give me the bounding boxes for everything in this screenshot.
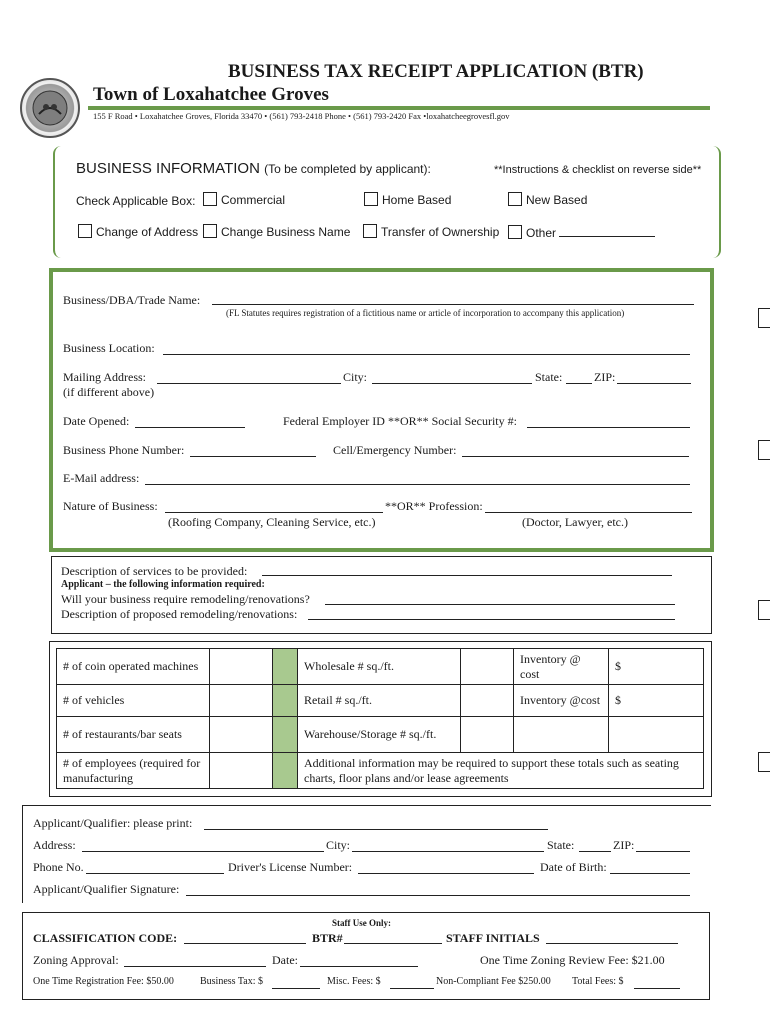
inventory1-value[interactable]: $ bbox=[609, 649, 704, 685]
business-name-input[interactable] bbox=[212, 292, 694, 305]
classification-label: CLASSIFICATION CODE: bbox=[33, 931, 178, 945]
services-label: Description of services to be provided: bbox=[61, 564, 248, 578]
vehicles-input[interactable] bbox=[210, 685, 273, 717]
dob-input[interactable] bbox=[610, 861, 690, 874]
seats-label: # of restaurants/bar seats bbox=[57, 717, 210, 753]
remodel-question: Will your business require remodeling/renovations? bbox=[61, 592, 310, 606]
binding-mark bbox=[758, 600, 770, 620]
remodel-description-label: Description of proposed remodeling/renovations: bbox=[61, 607, 298, 621]
applicant-name-input[interactable] bbox=[204, 817, 548, 830]
checkbox-change-name[interactable]: Change Business Name bbox=[203, 224, 350, 239]
fein-label: Federal Employer ID **OR** Social Security #: bbox=[283, 414, 517, 428]
services-input[interactable] bbox=[262, 563, 672, 576]
town-name: Town of Loxahatchee Groves bbox=[93, 84, 329, 105]
misc-fees-label: Misc. Fees: $ bbox=[327, 976, 381, 987]
checkbox-transfer[interactable]: Transfer of Ownership bbox=[363, 224, 499, 239]
business-tax-input[interactable] bbox=[272, 976, 320, 989]
staff-initials-label: STAFF INITIALS bbox=[446, 931, 540, 945]
wholesale-input[interactable] bbox=[461, 649, 514, 685]
green-divider bbox=[273, 685, 298, 717]
checkbox-other[interactable]: Other bbox=[508, 224, 655, 240]
inventory2-value[interactable]: $ bbox=[609, 685, 704, 717]
applicant-city-input[interactable] bbox=[352, 839, 544, 852]
applicant-phone-label: Phone No. bbox=[33, 860, 84, 874]
other-input[interactable] bbox=[559, 224, 655, 237]
license-label: Driver's License Number: bbox=[228, 860, 353, 874]
mailing-zip-label: ZIP: bbox=[594, 370, 616, 384]
applicant-state-input[interactable] bbox=[579, 839, 611, 852]
zoning-approval-input[interactable] bbox=[124, 954, 266, 967]
additional-info-note: Additional information may be required to support these totals such as seating charts, floor plans and/or lease agreements bbox=[298, 753, 704, 789]
mailing-state-input[interactable] bbox=[566, 371, 592, 384]
mailing-address-input[interactable] bbox=[157, 371, 341, 384]
remodel-answer-input[interactable] bbox=[325, 592, 675, 605]
binding-mark bbox=[758, 752, 770, 772]
fictitious-name-note: (FL Statutes requires registration of a fictitious name or article of incorporation to accompany this application) bbox=[226, 308, 625, 318]
nature-input[interactable] bbox=[165, 500, 383, 513]
retail-label: Retail # sq./ft. bbox=[298, 685, 461, 717]
business-tax-label: Business Tax: $ bbox=[200, 976, 264, 987]
check-label: Check Applicable Box: bbox=[76, 194, 196, 208]
applicant-address-label: Address: bbox=[33, 838, 76, 852]
retail-input[interactable] bbox=[461, 685, 514, 717]
applicant-state-label: State: bbox=[547, 838, 575, 852]
instructions-note: **Instructions & checklist on reverse side** bbox=[494, 164, 702, 176]
staff-use-heading: Staff Use Only: bbox=[332, 918, 391, 928]
misc-fees-input[interactable] bbox=[390, 976, 434, 989]
total-fees-input[interactable] bbox=[634, 976, 680, 989]
binding-mark bbox=[758, 440, 770, 460]
coin-input[interactable] bbox=[210, 649, 273, 685]
mailing-zip-input[interactable] bbox=[617, 371, 691, 384]
cell-number-label: Cell/Emergency Number: bbox=[333, 443, 457, 457]
staff-initials-input[interactable] bbox=[546, 931, 678, 944]
coin-label: # of coin operated machines bbox=[57, 649, 210, 685]
business-phone-input[interactable] bbox=[190, 444, 316, 457]
checkbox-new-based[interactable]: New Based bbox=[508, 192, 587, 207]
signature-input[interactable] bbox=[186, 883, 690, 896]
town-seal bbox=[20, 78, 80, 138]
business-name-label: Business/DBA/Trade Name: bbox=[63, 293, 201, 307]
mailing-city-label: City: bbox=[343, 370, 368, 384]
mailing-state-label: State: bbox=[535, 370, 563, 384]
email-label: E-Mail address: bbox=[63, 471, 140, 485]
warehouse-input[interactable] bbox=[461, 717, 514, 753]
employees-input[interactable] bbox=[210, 753, 273, 789]
applicant-zip-input[interactable] bbox=[636, 839, 690, 852]
inventory2-label: Inventory @cost bbox=[514, 685, 609, 717]
checkbox-commercial[interactable]: Commercial bbox=[203, 192, 285, 207]
profession-examples: (Doctor, Lawyer, etc.) bbox=[522, 515, 628, 529]
seats-input[interactable] bbox=[210, 717, 273, 753]
employees-label: # of employees (required for manufacturing bbox=[57, 753, 210, 789]
page-title: BUSINESS TAX RECEIPT APPLICATION (BTR) bbox=[228, 61, 644, 82]
binding-mark bbox=[758, 308, 770, 328]
applicant-city-label: City: bbox=[326, 838, 351, 852]
email-input[interactable] bbox=[145, 472, 690, 485]
business-info-heading: BUSINESS INFORMATION (To be completed by applicant): bbox=[76, 160, 431, 177]
inventory1-label: Inventory @ cost bbox=[514, 649, 609, 685]
mailing-city-input[interactable] bbox=[372, 371, 532, 384]
checkbox-home-based[interactable]: Home Based bbox=[364, 192, 451, 207]
profession-label: **OR** Profession: bbox=[385, 499, 483, 513]
applicant-phone-input[interactable] bbox=[86, 861, 224, 874]
signature-label: Applicant/Qualifier Signature: bbox=[33, 882, 180, 896]
nature-examples: (Roofing Company, Cleaning Service, etc.) bbox=[168, 515, 376, 529]
checkbox-change-address[interactable]: Change of Address bbox=[78, 224, 198, 239]
dob-label: Date of Birth: bbox=[540, 860, 607, 874]
classification-input[interactable] bbox=[184, 931, 306, 944]
btr-input[interactable] bbox=[344, 931, 442, 944]
zoning-approval-label: Zoning Approval: bbox=[33, 953, 119, 967]
business-location-input[interactable] bbox=[163, 342, 690, 355]
green-divider bbox=[273, 753, 298, 789]
business-phone-label: Business Phone Number: bbox=[63, 443, 185, 457]
green-divider bbox=[273, 649, 298, 685]
seal-icon bbox=[22, 80, 78, 136]
total-fees-label: Total Fees: $ bbox=[572, 976, 624, 987]
zoning-date-input[interactable] bbox=[300, 954, 418, 967]
btr-label: BTR# bbox=[312, 931, 343, 945]
town-address: 155 F Road • Loxahatchee Groves, Florida 33470 • (561) 793-2418 Phone • (561) 793-2420 Fax •loxahatcheegrovesfl.gov bbox=[93, 111, 510, 121]
blank-cell bbox=[514, 717, 609, 753]
header-rule bbox=[88, 106, 710, 110]
profession-input[interactable] bbox=[485, 500, 692, 513]
business-location-label: Business Location: bbox=[63, 341, 155, 355]
counts-table bbox=[56, 648, 704, 789]
noncompliant-fee: Non-Compliant Fee $250.00 bbox=[436, 976, 551, 987]
mailing-note: (if different above) bbox=[63, 385, 155, 399]
vehicles-label: # of vehicles bbox=[57, 685, 210, 717]
date-opened-input[interactable] bbox=[135, 415, 245, 428]
warehouse-label: Warehouse/Storage # sq./ft. bbox=[298, 717, 461, 753]
applicant-print-label: Applicant/Qualifier: please print: bbox=[33, 816, 193, 830]
zoning-fee: One Time Zoning Review Fee: $21.00 bbox=[480, 953, 665, 967]
blank-cell bbox=[609, 717, 704, 753]
mailing-address-label: Mailing Address: bbox=[63, 370, 146, 384]
nature-label: Nature of Business: bbox=[63, 499, 158, 513]
date-opened-label: Date Opened: bbox=[63, 414, 130, 428]
applicant-address-input[interactable] bbox=[82, 839, 324, 852]
zoning-date-label: Date: bbox=[272, 953, 298, 967]
fein-input[interactable] bbox=[527, 415, 690, 428]
applicant-required-note: Applicant – the following information required: bbox=[61, 579, 265, 590]
green-divider bbox=[273, 717, 298, 753]
cell-number-input[interactable] bbox=[462, 444, 689, 457]
license-input[interactable] bbox=[358, 861, 534, 874]
applicant-zip-label: ZIP: bbox=[613, 838, 635, 852]
registration-fee: One Time Registration Fee: $50.00 bbox=[33, 976, 174, 987]
remodel-description-input[interactable] bbox=[308, 607, 675, 620]
wholesale-label: Wholesale # sq./ft. bbox=[298, 649, 461, 685]
